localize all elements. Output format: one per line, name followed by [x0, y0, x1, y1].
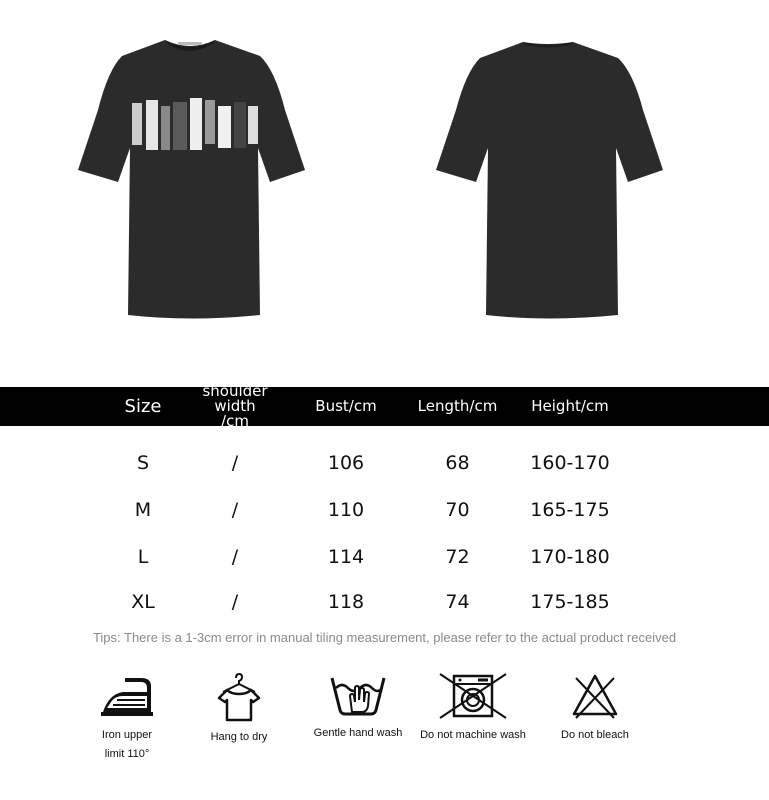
table-row — [0, 542, 769, 572]
care-label-line1: Gentle hand wash — [313, 727, 403, 739]
size-cell: XL — [131, 591, 155, 613]
care-item-no-machine-wash — [418, 672, 528, 745]
no-bleach-icon — [570, 672, 620, 720]
header-size: Size — [124, 396, 162, 417]
header-height: Height/cm — [531, 397, 609, 415]
care-label — [72, 726, 182, 764]
table-row — [0, 587, 769, 617]
care-item-hand-wash — [303, 672, 413, 743]
care-label-line1: Iron upper — [101, 729, 153, 741]
size-table-header — [0, 382, 769, 430]
height-cell: 175-185 — [530, 591, 610, 613]
tshirt-front-image — [70, 30, 310, 322]
neck-label — [178, 42, 202, 45]
table-row — [0, 448, 769, 478]
care-item-no-bleach — [540, 672, 650, 745]
print-graphic — [132, 98, 258, 150]
size-cell: S — [136, 452, 150, 474]
length-cell: 70 — [445, 499, 470, 521]
bust-cell: 110 — [327, 499, 365, 521]
size-cell: L — [137, 546, 149, 568]
header-bust: Bust/cm — [315, 397, 377, 415]
no-machine-wash-icon — [438, 672, 508, 720]
care-item-hang-dry — [184, 672, 294, 747]
height-cell: 160-170 — [530, 452, 610, 474]
measurement-tips: Tips: There is a 1-3cm error in manual tiling measurement, please refer to the actual product received — [92, 630, 677, 645]
header-length: Length/cm — [417, 397, 498, 415]
bust-cell: 114 — [327, 546, 365, 568]
shoulder-cell: / — [231, 546, 239, 568]
table-row — [0, 495, 769, 525]
care-label-line1: Do not machine wash — [420, 729, 526, 741]
length-cell: 74 — [445, 591, 470, 613]
care-label — [540, 726, 650, 745]
hand-wash-icon — [328, 672, 388, 718]
height-cell: 165-175 — [530, 499, 610, 521]
care-label — [418, 726, 528, 745]
header-shoulder-width — [180, 382, 290, 430]
bust-cell: 118 — [327, 591, 365, 613]
shoulder-cell: / — [231, 499, 239, 521]
care-label — [184, 728, 294, 747]
care-item-iron — [72, 672, 182, 764]
care-label-line2: limit 110° — [104, 748, 150, 760]
size-cell: M — [134, 499, 152, 521]
header-shoulder-width-text: shoulder width /cm — [202, 382, 268, 430]
length-cell: 68 — [445, 452, 470, 474]
tshirt-back-image — [428, 30, 668, 322]
iron-icon — [97, 672, 157, 720]
shoulder-cell: / — [231, 591, 239, 613]
shoulder-cell: / — [231, 452, 239, 474]
care-label-line1: Do not bleach — [561, 729, 629, 741]
care-label-line1: Hang to dry — [210, 731, 268, 743]
care-label — [303, 724, 413, 743]
hang-dry-icon — [217, 672, 261, 724]
length-cell: 72 — [445, 546, 470, 568]
height-cell: 170-180 — [530, 546, 610, 568]
bust-cell: 106 — [327, 452, 365, 474]
